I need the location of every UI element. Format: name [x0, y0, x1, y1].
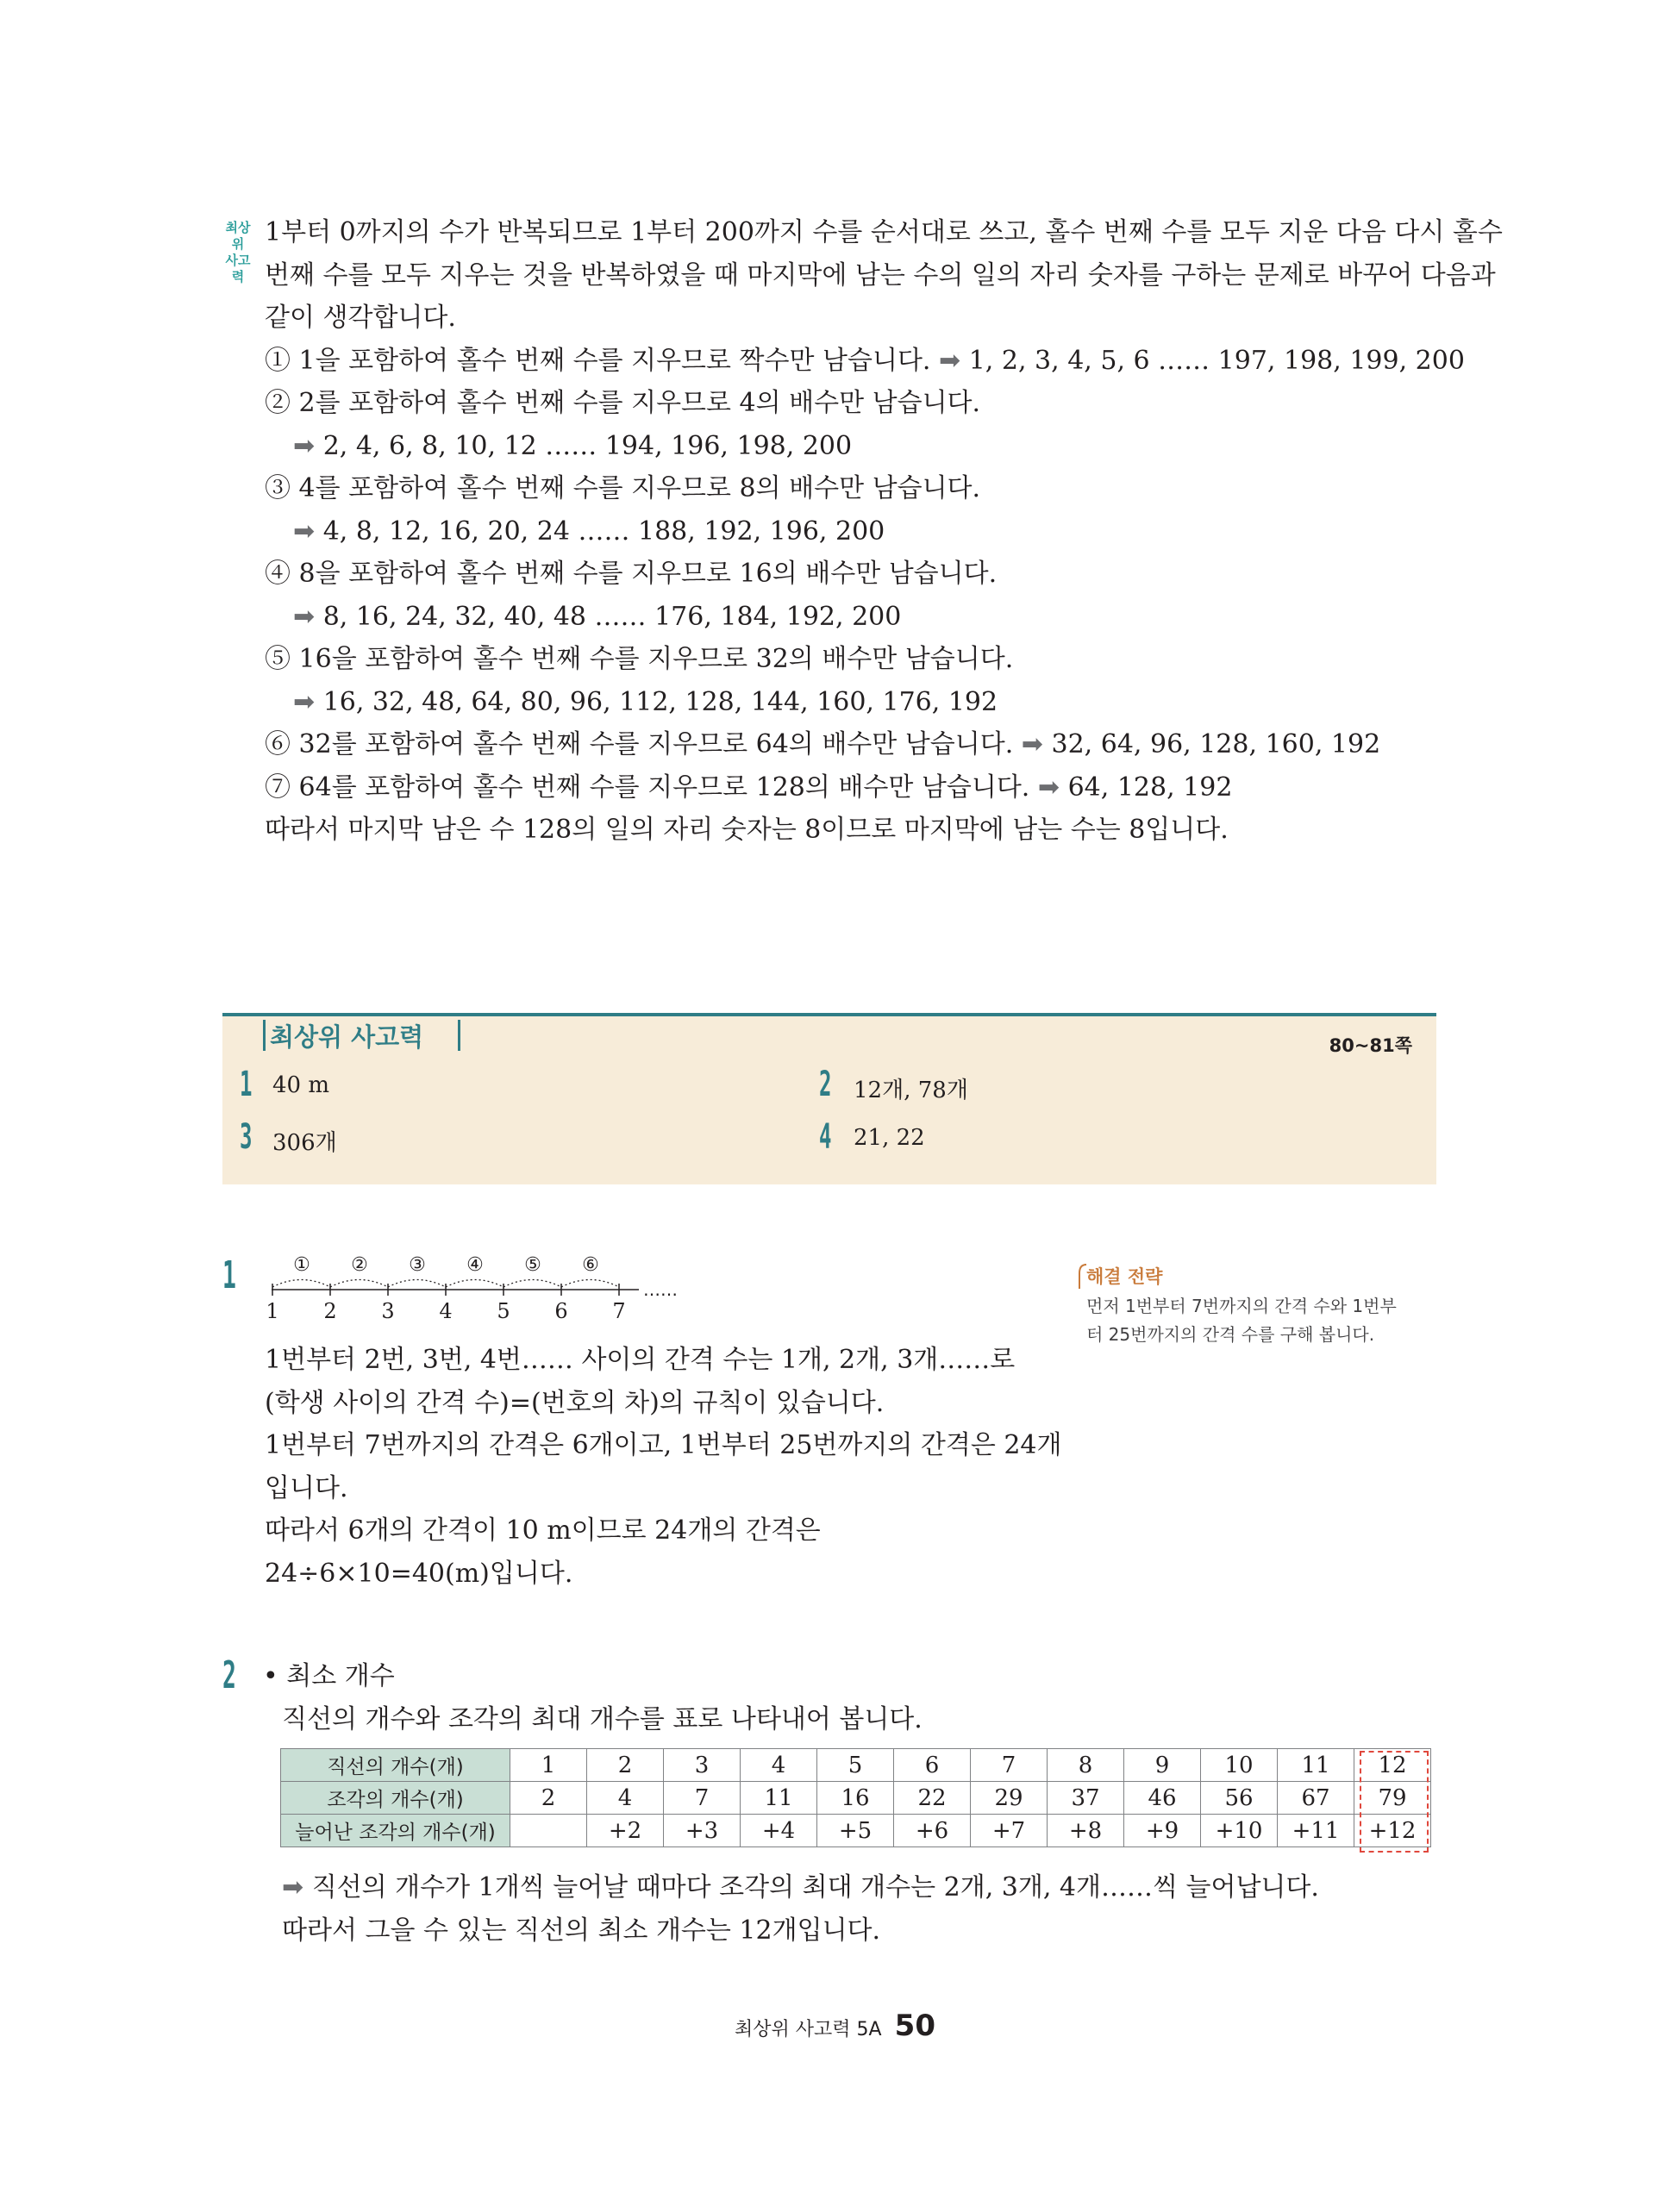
problem2-line1: 직선의 개수가 1개씩 늘어날 때마다 조각의 최대 개수는 2개, 3개, 4개……씩 늘어납니다. — [311, 1872, 1319, 1903]
step-text: ⑦ 64를 포함하여 홀수 번째 수를 지우므로 128의 배수만 남습니다. — [265, 772, 1030, 803]
gap-label: ④ — [466, 1254, 484, 1276]
table-cell-highlight: 79 — [1354, 1782, 1431, 1815]
arrow-icon: ➡ — [293, 602, 316, 632]
answer-box-title: 최상위 사고력 — [270, 1022, 424, 1052]
arrow-icon: ➡ — [293, 687, 316, 717]
problem2-result — [282, 1866, 1319, 1909]
step-sequence: 2, 4, 6, 8, 10, 12 …… 194, 196, 198, 200 — [322, 431, 853, 461]
section-tag-line1: 최상위 — [225, 220, 251, 252]
table-cell: 22 — [894, 1782, 971, 1815]
table-cell: 1 — [510, 1749, 587, 1782]
table-cell: +6 — [894, 1815, 971, 1847]
row-header: 조각의 개수(개) — [281, 1782, 510, 1815]
problem1-line: 1번부터 2번, 3번, 4번…… 사이의 간격 수는 1개, 2개, 3개……로 — [265, 1345, 1016, 1375]
problem-number: 1 — [222, 1253, 236, 1297]
table-cell: 11 — [1278, 1749, 1354, 1782]
problem1-line: 입니다. — [265, 1473, 348, 1503]
step-text: ① 1을 포함하여 홀수 번째 수를 지우므로 짝수만 남습니다. — [265, 346, 931, 376]
intro-line: 1부터 0까지의 수가 반복되므로 1부터 200까지 수를 순서대로 쓰고, 홀수 번째 수를 모두 지운 다음 다시 홀수 — [265, 217, 1503, 247]
problem1-line: 따라서 6개의 간격이 10 m이므로 24개의 간격은 — [265, 1515, 821, 1546]
tick-label: 7 — [612, 1299, 626, 1323]
row-header: 직선의 개수(개) — [281, 1749, 510, 1782]
table-cell: +2 — [587, 1815, 664, 1847]
intro-line: 번째 수를 모두 지우는 것을 반복하였을 때 마지막에 남는 수의 일의 자리 숫자를 구하는 문제로 바꾸어 다음과 — [265, 260, 1496, 291]
intro-line: 같이 생각합니다. — [265, 303, 456, 333]
diagram-arc — [446, 1280, 504, 1288]
answer-number: 3 — [240, 1117, 253, 1157]
answer-number: 1 — [240, 1065, 253, 1104]
conclusion: 따라서 마지막 남은 수 128의 일의 자리 숫자는 8이므로 마지막에 남는 수는 8입니다. — [265, 815, 1229, 845]
strategy-bracket — [1078, 1263, 1088, 1289]
answer-page-range: 80~81쪽 — [1329, 1035, 1412, 1056]
answer-value: 306개 — [272, 1130, 337, 1156]
step-sequence: 32, 64, 96, 128, 160, 192 — [1051, 729, 1381, 759]
step-3: ③ 4를 포함하여 홀수 번째 수를 지우므로 8의 배수만 남습니다. — [265, 473, 981, 503]
table-cell: +11 — [1278, 1815, 1354, 1847]
table-cell: 2 — [587, 1749, 664, 1782]
step-5-result — [293, 681, 998, 723]
gap-label: ② — [351, 1254, 368, 1276]
diagram-arc — [561, 1280, 619, 1288]
page-footer — [0, 2009, 1670, 2043]
diagram-ellipsis: …… — [643, 1279, 678, 1300]
table-cell: +3 — [664, 1815, 741, 1847]
arrow-icon: ➡ — [1037, 772, 1060, 803]
table-cell: 4 — [741, 1749, 817, 1782]
table-cell: 56 — [1201, 1782, 1278, 1815]
tick-label: 3 — [381, 1299, 395, 1323]
section-tag — [221, 220, 255, 285]
diagram-arc — [388, 1280, 446, 1288]
tick-label: 1 — [266, 1299, 279, 1323]
lines-pieces-table — [280, 1748, 1431, 1847]
gap-label: ③ — [409, 1254, 426, 1276]
problem2-line2: 따라서 그을 수 있는 직선의 최소 개수는 12개입니다. — [282, 1915, 881, 1946]
arrow-icon: ➡ — [282, 1872, 304, 1903]
section-tag-line2: 사고력 — [225, 253, 251, 284]
diagram-arc — [272, 1280, 330, 1288]
tick-label: 4 — [439, 1299, 453, 1323]
table-cell: 9 — [1124, 1749, 1201, 1782]
table-cell: +5 — [817, 1815, 894, 1847]
problem2-bullet: • 최소 개수 — [263, 1661, 395, 1691]
problem1-line: 24÷6×10=40(m)입니다. — [265, 1559, 573, 1589]
table-cell: 46 — [1124, 1782, 1201, 1815]
table-cell: +7 — [971, 1815, 1048, 1847]
problem2-intro: 직선의 개수와 조각의 최대 개수를 표로 나타내어 봅니다. — [282, 1704, 923, 1734]
table-cell: 7 — [664, 1782, 741, 1815]
step-5: ⑤ 16을 포함하여 홀수 번째 수를 지우므로 32의 배수만 남습니다. — [265, 644, 1014, 674]
step-2: ② 2를 포함하여 홀수 번째 수를 지우므로 4의 배수만 남습니다. — [265, 388, 981, 418]
step-sequence: 8, 16, 24, 32, 40, 48 …… 176, 184, 192, 200 — [322, 602, 902, 632]
title-bracket-left — [263, 1020, 266, 1051]
step-4: ④ 8을 포함하여 홀수 번째 수를 지우므로 16의 배수만 남습니다. — [265, 559, 998, 589]
answer-number: 4 — [819, 1117, 832, 1157]
answer-value: 12개, 78개 — [854, 1078, 968, 1103]
strategy-line: 먼저 1번부터 7번까지의 간격 수와 1번부 — [1086, 1296, 1397, 1316]
answer-value: 21, 22 — [854, 1125, 925, 1151]
step-sequence: 64, 128, 192 — [1067, 772, 1233, 803]
table-cell: 3 — [664, 1749, 741, 1782]
step-sequence: 16, 32, 48, 64, 80, 96, 112, 128, 144, 160, 176, 192 — [322, 687, 998, 717]
step-sequence: 1, 2, 3, 4, 5, 6 …… 197, 198, 199, 200 — [968, 346, 1465, 376]
step-1 — [265, 340, 1465, 382]
table-cell: 6 — [894, 1749, 971, 1782]
table-cell — [510, 1815, 587, 1847]
step-sequence: 4, 8, 12, 16, 20, 24 …… 188, 192, 196, 200 — [322, 516, 885, 547]
step-6 — [265, 723, 1380, 765]
answer-value: 40 m — [272, 1072, 330, 1098]
strategy-title: 해결 전략 — [1086, 1266, 1163, 1287]
problem-number: 2 — [222, 1653, 236, 1697]
table-cell-highlight: 12 — [1354, 1749, 1431, 1782]
table-row — [281, 1782, 1431, 1815]
problem1-line: 1번부터 7번까지의 간격은 6개이고, 1번부터 25번까지의 간격은 24개 — [265, 1430, 1062, 1460]
table-cell: +8 — [1048, 1815, 1124, 1847]
step-text: ⑥ 32를 포함하여 홀수 번째 수를 지우므로 64의 배수만 남습니다. — [265, 729, 1014, 759]
step-3-result — [293, 510, 885, 553]
step-7 — [265, 766, 1232, 809]
title-bracket-right — [458, 1020, 460, 1051]
table-cell: +4 — [741, 1815, 817, 1847]
answer-number: 2 — [819, 1065, 832, 1104]
gap-label: ⑤ — [524, 1254, 541, 1276]
highlight-box — [1360, 1751, 1429, 1853]
diagram-arc — [504, 1280, 561, 1288]
table-cell: 16 — [817, 1782, 894, 1815]
table-row — [281, 1749, 1431, 1782]
problem1-line: (학생 사이의 간격 수)=(번호의 차)의 규칙이 있습니다. — [265, 1388, 885, 1418]
table-row — [281, 1815, 1431, 1847]
diagram-arc — [330, 1280, 388, 1288]
gap-label: ⑥ — [582, 1254, 599, 1276]
answer-box — [222, 1013, 1436, 1184]
tick-label: 2 — [323, 1299, 337, 1323]
footer-text: 최상위 사고력 5A — [735, 2019, 882, 2040]
row-header: 늘어난 조각의 개수(개) — [281, 1815, 510, 1847]
table-cell: 67 — [1278, 1782, 1354, 1815]
arrow-icon: ➡ — [293, 516, 316, 547]
tick-label: 6 — [554, 1299, 568, 1323]
table-cell: +9 — [1124, 1815, 1201, 1847]
strategy-line: 터 25번까지의 간격 수를 구해 봅니다. — [1086, 1324, 1375, 1345]
table-cell: 4 — [587, 1782, 664, 1815]
table-cell: 2 — [510, 1782, 587, 1815]
step-2-result — [293, 425, 852, 467]
table-cell: 11 — [741, 1782, 817, 1815]
table-cell: +10 — [1201, 1815, 1278, 1847]
step-4-result — [293, 596, 901, 638]
arrow-icon: ➡ — [939, 346, 961, 376]
gap-label: ① — [293, 1254, 310, 1276]
table-cell: 7 — [971, 1749, 1048, 1782]
table-cell: 37 — [1048, 1782, 1124, 1815]
table-cell: 29 — [971, 1782, 1048, 1815]
table-cell: 8 — [1048, 1749, 1124, 1782]
arrow-icon: ➡ — [1021, 729, 1043, 759]
page-number: 50 — [894, 2009, 935, 2043]
table-cell: 5 — [817, 1749, 894, 1782]
arrow-icon: ➡ — [293, 431, 316, 461]
interval-diagram — [259, 1248, 707, 1334]
table-cell-highlight: +12 — [1354, 1815, 1431, 1847]
tick-label: 5 — [497, 1299, 510, 1323]
strategy-box — [1078, 1263, 1440, 1349]
table-cell: 10 — [1201, 1749, 1278, 1782]
